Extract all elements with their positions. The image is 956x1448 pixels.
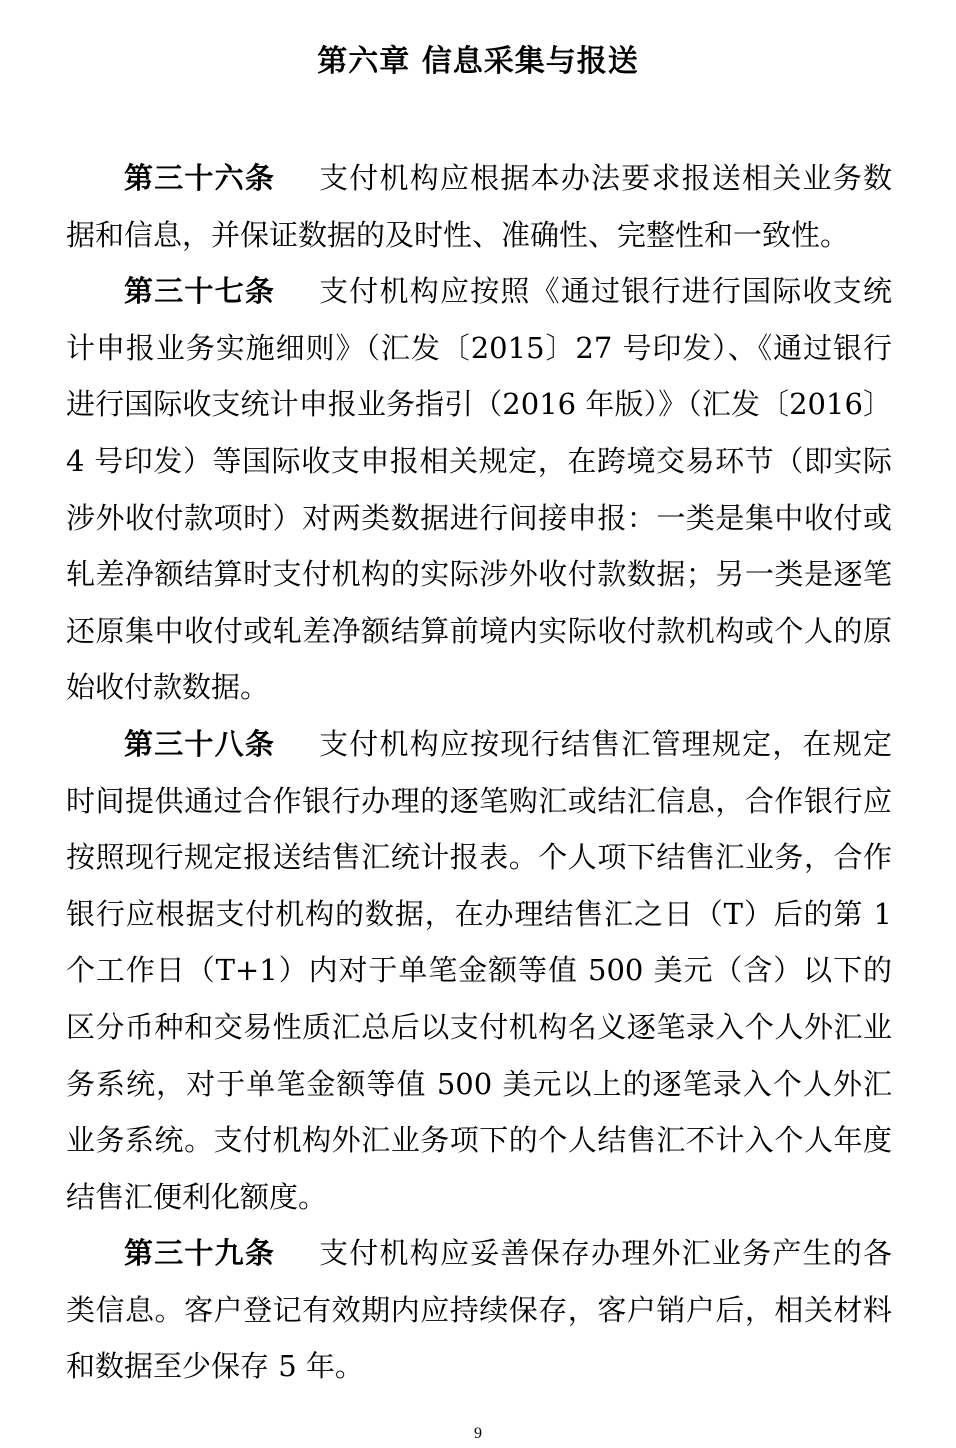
article-text: 支付机构应按现行结售汇管理规定，在规定时间提供通过合作银行办理的逐笔购汇或结汇信息，合作银行应按照现行规定报送结售汇统计报表。个人项下结售汇业务，合作银行应根据支付机构的数据，在办理结售汇之日（T）后的第 1 个工作日（T+1）内对于单笔金额等值 500 美元（含）以下的区分币种和交易性质汇总后以支付机构名义逐笔录入个人外汇业务系统，对于单笔金额等值 500 美元以上的逐笔录入个人外汇业务系统。支付机构外汇业务项下的个人结售汇不计入个人年度结售汇便利化额度。 [66,726,892,1214]
page-number: 9 [474,1425,482,1442]
chapter-title: 第六章 信息采集与报送 [317,44,639,79]
article-number: 第三十八条 [124,726,276,761]
document-body [66,150,892,1395]
article-38 [66,716,892,1225]
article-text: 支付机构应妥善保存办理外汇业务产生的各类信息。客户登记有效期内应持续保存，客户销户后，相关材料和数据至少保存 5 年。 [66,1236,892,1384]
article-text: 支付机构应按照《通过银行进行国际收支统计申报业务实施细则》（汇发〔2015〕27 号印发）、《通过银行进行国际收支统计申报业务指引（2016 年版）》（汇发〔2016〕4 号印发）等国际收支申报相关规定，在跨境交易环节（即实际涉外收付款项时）对两类数据进行间接申报：一类是集中收付或轧差净额结算时支付机构的实际涉外收付款数据；另一类是逐笔还原集中收付或轧差净额结算前境内实际收付款机构或个人的原始收付款数据。 [66,274,892,705]
article-text: 支付机构应根据本办法要求报送相关业务数据和信息，并保证数据的及时性、准确性、完整性和一致性。 [66,161,892,252]
article-39 [66,1225,892,1395]
article-number: 第三十九条 [124,1236,276,1271]
article-number: 第三十六条 [124,161,276,195]
article-37 [66,263,892,716]
article-number: 第三十七条 [124,274,276,309]
article-36 [66,150,892,263]
